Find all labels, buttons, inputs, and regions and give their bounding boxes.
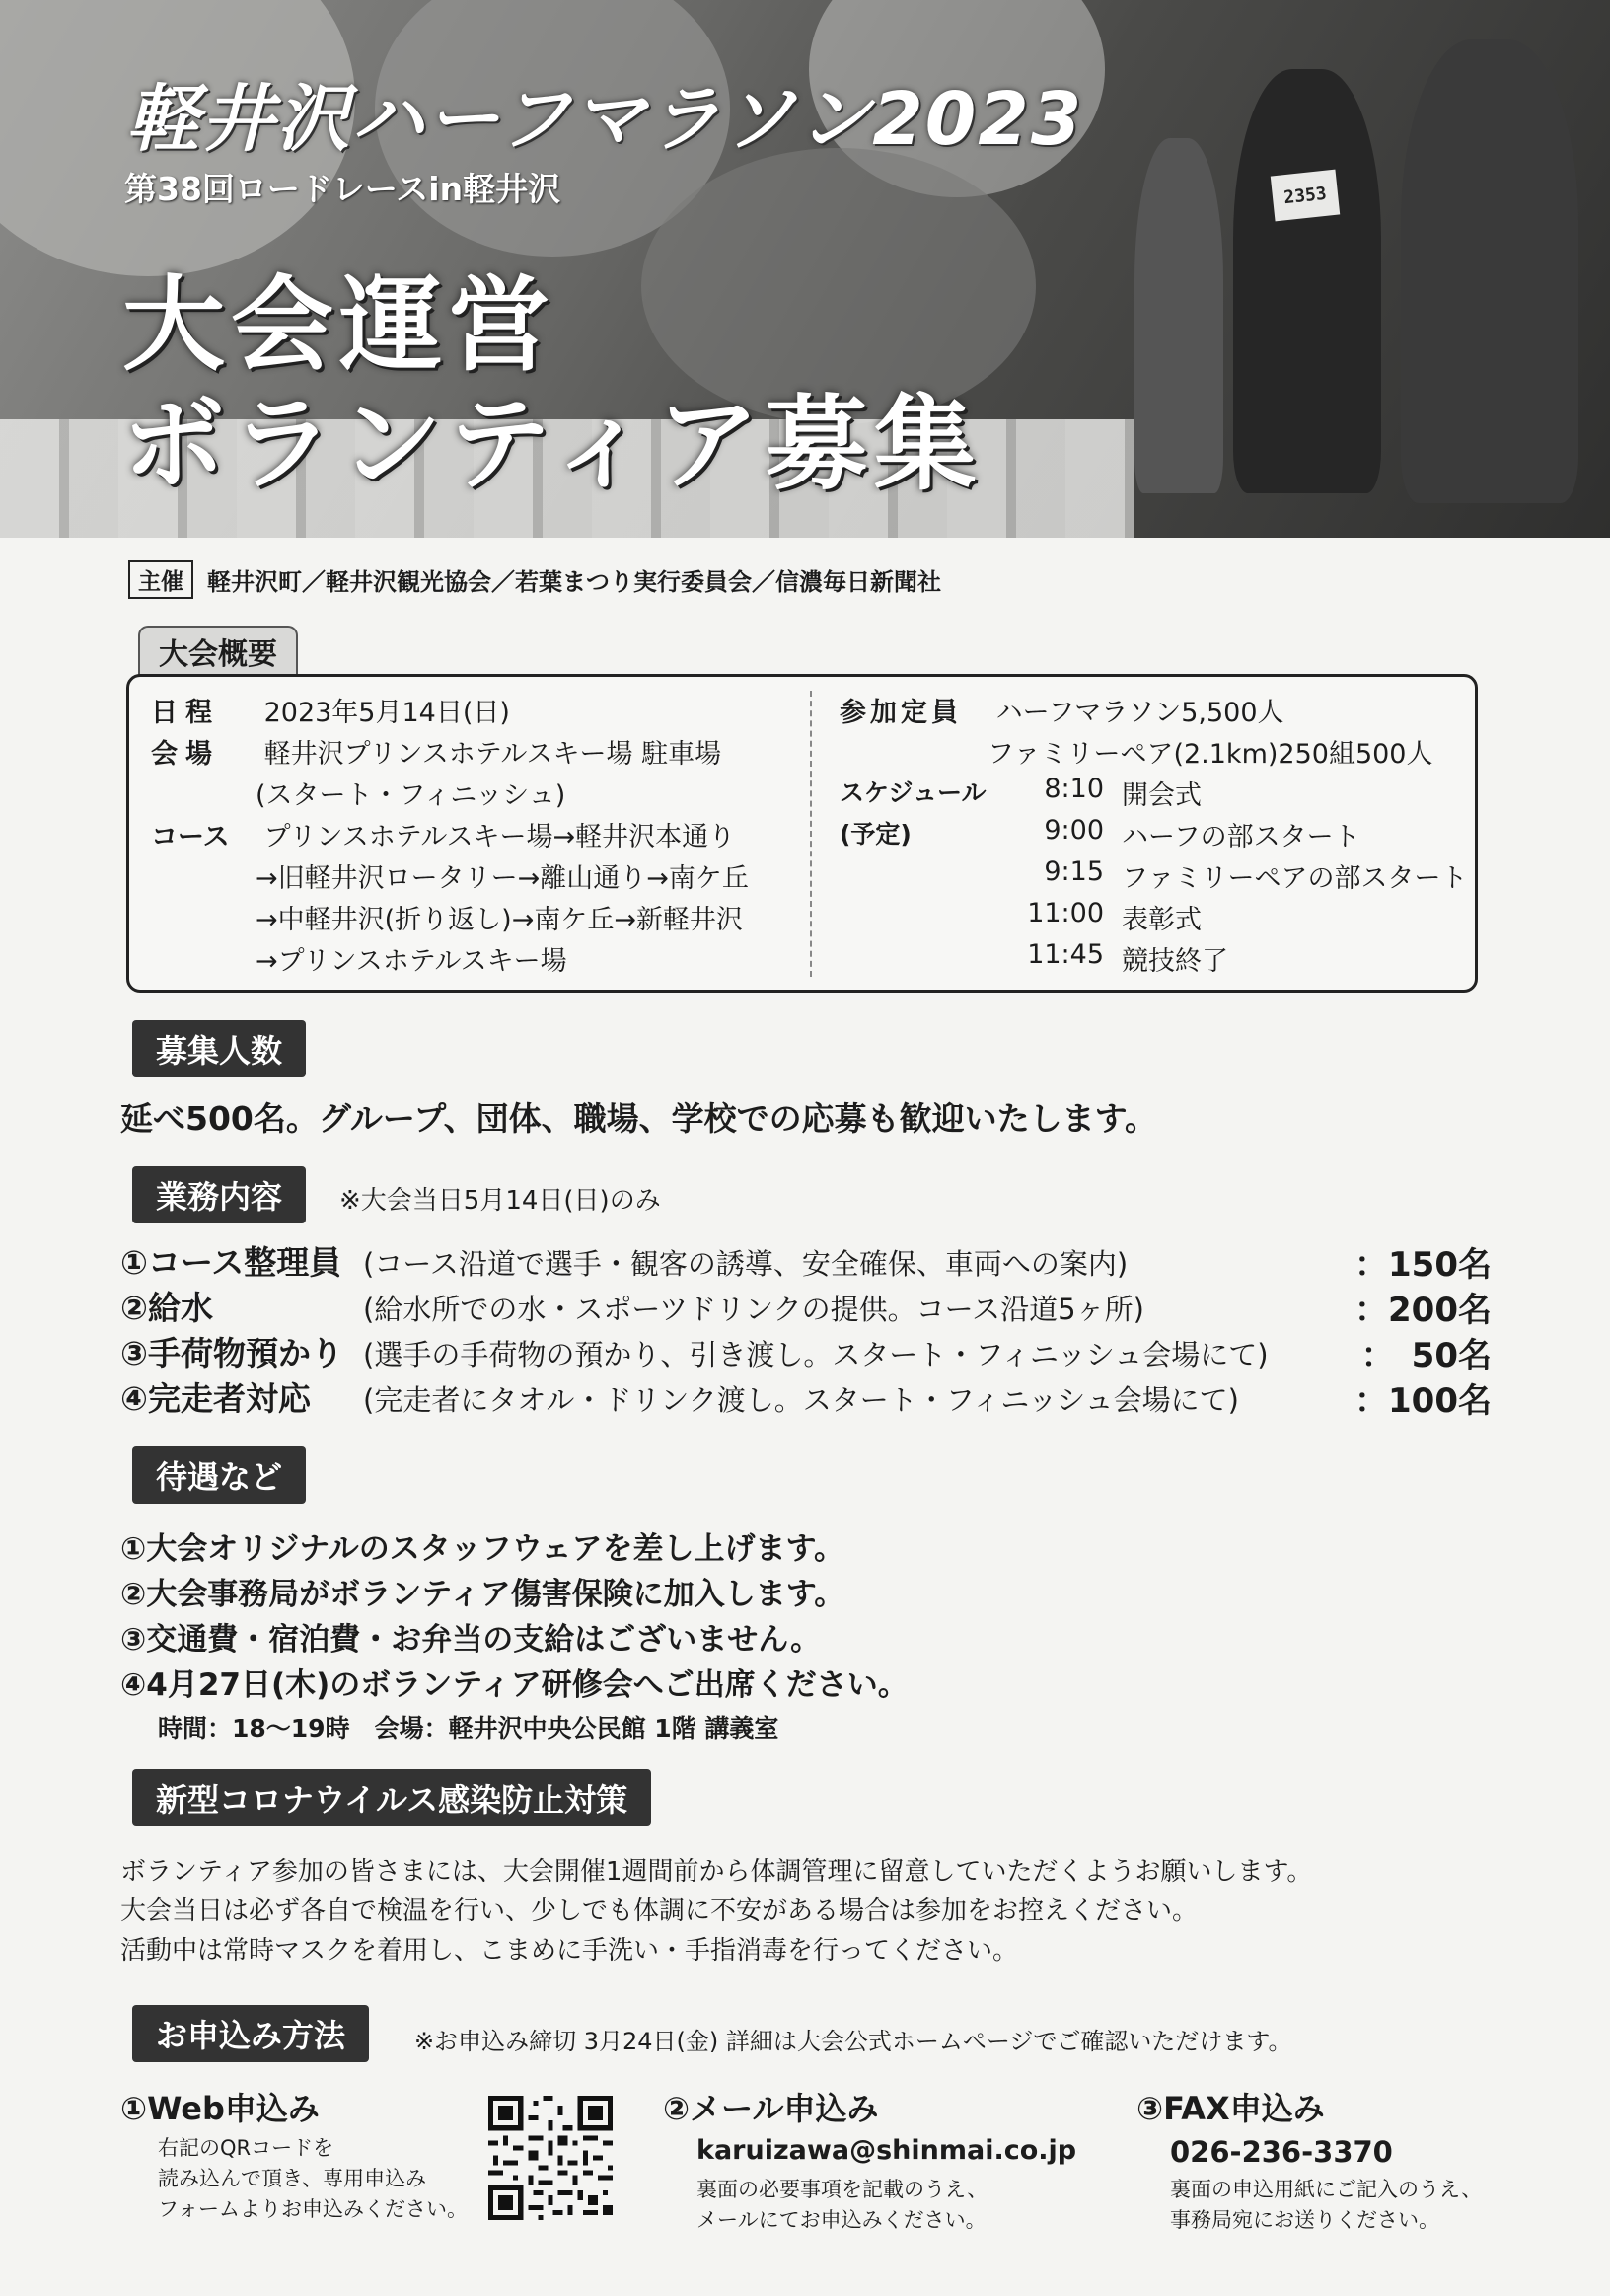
organizer bbox=[128, 560, 941, 599]
schedule-event: 開会式 bbox=[1122, 780, 1202, 811]
date-label: 日程 bbox=[151, 698, 220, 728]
benefit-item: ①大会オリジナルのスタッフウェアを差し上げます。 bbox=[120, 1531, 844, 1567]
overview-divider bbox=[810, 691, 812, 977]
venue-row bbox=[151, 732, 721, 771]
duty-item bbox=[120, 1373, 1492, 1420]
hero-photo bbox=[0, 0, 1610, 538]
recruit-text: 延べ500名。グループ、団体、職場、学校での応募も歓迎いたします。 bbox=[120, 1099, 1157, 1138]
schedule-event: 表彰式 bbox=[1122, 905, 1202, 935]
capacity-label: 参加定員 bbox=[840, 698, 962, 728]
benefit-item: ④4月27日(木)のボランティア研修会へご出席ください。 bbox=[120, 1667, 909, 1703]
duty-desc: (コース沿道で選手・観客の誘導、安全確保、車両への案内) bbox=[363, 1247, 1129, 1281]
recruit-header: 募集人数 bbox=[132, 1020, 306, 1077]
duty-desc: (給水所での水・スポーツドリンクの提供。コース沿道5ヶ所) bbox=[363, 1293, 1144, 1326]
duty-item bbox=[120, 1283, 1492, 1329]
apply-note: ※お申込み締切 3月24日(金) 詳細は大会公式ホームページでご確認いただけます。 bbox=[414, 2028, 1292, 2055]
fax-apply-line: 裏面の申込用紙にご記入のうえ、 bbox=[1170, 2178, 1483, 2201]
mail-apply-text bbox=[696, 2175, 988, 2236]
duty-desc: (選手の手荷物の預かり、引き渡し。スタート・フィニッシュ会場にて) bbox=[363, 1338, 1269, 1371]
benefits-header: 待遇など bbox=[132, 1446, 306, 1504]
venue-value-2: (スタート・フィニッシュ) bbox=[256, 780, 566, 811]
mail-apply-title: ②メール申込み bbox=[663, 2090, 879, 2127]
covid-line: 活動中は常時マスクを着用し、こまめに手洗い・手指消毒を行ってください。 bbox=[120, 1936, 1019, 1965]
date-value: 2023年5月14日(日) bbox=[263, 698, 510, 728]
benefit-item: ②大会事務局がボランティア傷害保険に加入します。 bbox=[120, 1577, 845, 1612]
course-line: →中軽井沢(折り返し)→南ケ丘→新軽井沢 bbox=[256, 905, 743, 935]
course-line: →旧軽井沢ロータリー→離山通り→南ケ丘 bbox=[256, 863, 749, 894]
web-apply-line: フォームよりお申込みください。 bbox=[158, 2197, 468, 2221]
covid-header: 新型コロナウイルス感染防止対策 bbox=[132, 1769, 651, 1826]
event-title: 軽井沢ハーフマラソン2023 bbox=[126, 77, 1084, 162]
duty-count: ：200名 bbox=[1354, 1291, 1492, 1330]
schedule-time: 8:10 bbox=[1044, 774, 1104, 804]
fax-number[interactable]: 026-236-3370 bbox=[1170, 2135, 1393, 2169]
course-line: →プリンスホテルスキー場 bbox=[256, 946, 567, 977]
schedule-time: 11:45 bbox=[1027, 939, 1104, 970]
duty-count: ： 50名 bbox=[1360, 1336, 1492, 1375]
schedule-label: スケジュール bbox=[840, 778, 987, 807]
fax-apply-title: ③FAX申込み bbox=[1136, 2090, 1325, 2127]
benefit-item: ③交通費・宿泊費・お弁当の支給はございません。 bbox=[120, 1622, 822, 1658]
schedule-time: 11:00 bbox=[1027, 898, 1104, 928]
duties-note: ※大会当日5月14日(日)のみ bbox=[339, 1186, 661, 1216]
duty-title: ①コース整理員 bbox=[120, 1243, 342, 1282]
capacity-row bbox=[840, 691, 1284, 729]
headline-line2: ボランティア募集 bbox=[122, 384, 983, 504]
venue-label: 会場 bbox=[151, 739, 220, 770]
duty-title: ④完走者対応 bbox=[120, 1379, 311, 1418]
organizer-tag: 主催 bbox=[128, 560, 193, 599]
web-apply-line: 読み込んで頂き、専用申込み bbox=[158, 2167, 427, 2190]
schedule-sub: (予定) bbox=[840, 820, 912, 849]
web-apply-text bbox=[158, 2133, 468, 2225]
duty-count: ：100名 bbox=[1354, 1381, 1492, 1421]
course-label: コース bbox=[151, 822, 230, 852]
fax-apply-line: 事務局宛にお送りください。 bbox=[1170, 2208, 1439, 2232]
schedule-time: 9:00 bbox=[1044, 815, 1104, 846]
date-row bbox=[151, 691, 510, 729]
mail-address-link[interactable]: karuizawa@shinmai.co.jp bbox=[696, 2135, 1077, 2166]
mail-apply-line: 裏面の必要事項を記載のうえ、 bbox=[696, 2178, 988, 2201]
duty-title: ②給水 bbox=[120, 1289, 213, 1327]
schedule-event: ファミリーペアの部スタート bbox=[1122, 863, 1468, 894]
organizer-text: 軽井沢町／軽井沢観光協会／若葉まつり実行委員会／信濃毎日新聞社 bbox=[207, 568, 941, 596]
apply-header: お申込み方法 bbox=[132, 2005, 369, 2062]
capacity-value: ファミリーペア(2.1km)250組500人 bbox=[988, 739, 1433, 770]
schedule-event: 競技終了 bbox=[1122, 946, 1228, 977]
covid-line: 大会当日は必ず各自で検温を行い、少しでも体調に不安がある場合は参加をお控えください。 bbox=[120, 1896, 1199, 1926]
mail-apply-line: メールにてお申込みください。 bbox=[696, 2208, 987, 2232]
schedule-time: 9:15 bbox=[1044, 856, 1104, 887]
duty-item bbox=[120, 1328, 1492, 1374]
venue-value: 軽井沢プリンスホテルスキー場 駐車場 bbox=[263, 739, 722, 770]
course-row bbox=[151, 815, 735, 853]
qr-code-icon[interactable] bbox=[485, 2096, 616, 2220]
overview-tab: 大会概要 bbox=[138, 626, 298, 675]
fax-apply-text bbox=[1170, 2175, 1482, 2236]
web-apply-line: 右記のQRコードを bbox=[158, 2136, 334, 2160]
headline-line1: 大会運営 bbox=[122, 264, 557, 385]
schedule-event: ハーフの部スタート bbox=[1122, 822, 1360, 852]
duty-item bbox=[120, 1237, 1492, 1284]
course-line: プリンスホテルスキー場→軽井沢本通り bbox=[263, 822, 736, 852]
duties-header: 業務内容 bbox=[132, 1166, 306, 1223]
web-apply-title: ①Web申込み bbox=[120, 2090, 320, 2127]
runner-bib: 2353 bbox=[1271, 170, 1340, 222]
duty-count: ：150名 bbox=[1354, 1245, 1492, 1285]
overview-box bbox=[126, 674, 1478, 993]
training-info: 時間：18〜19時 会場：軽井沢中央公民館 1階 講義室 bbox=[158, 1714, 779, 1742]
duty-desc: (完走者にタオル・ドリンク渡し。スタート・フィニッシュ会場にて) bbox=[363, 1383, 1239, 1417]
event-subtitle: 第38回ロードレースin軽井沢 bbox=[124, 170, 561, 208]
capacity-value: ハーフマラソン5,500人 bbox=[995, 698, 1284, 728]
duty-title: ③手荷物預かり bbox=[120, 1334, 343, 1372]
covid-line: ボランティア参加の皆さまには、大会開催1週間前から体調管理に留意していただくようお願いします。 bbox=[120, 1857, 1313, 1887]
